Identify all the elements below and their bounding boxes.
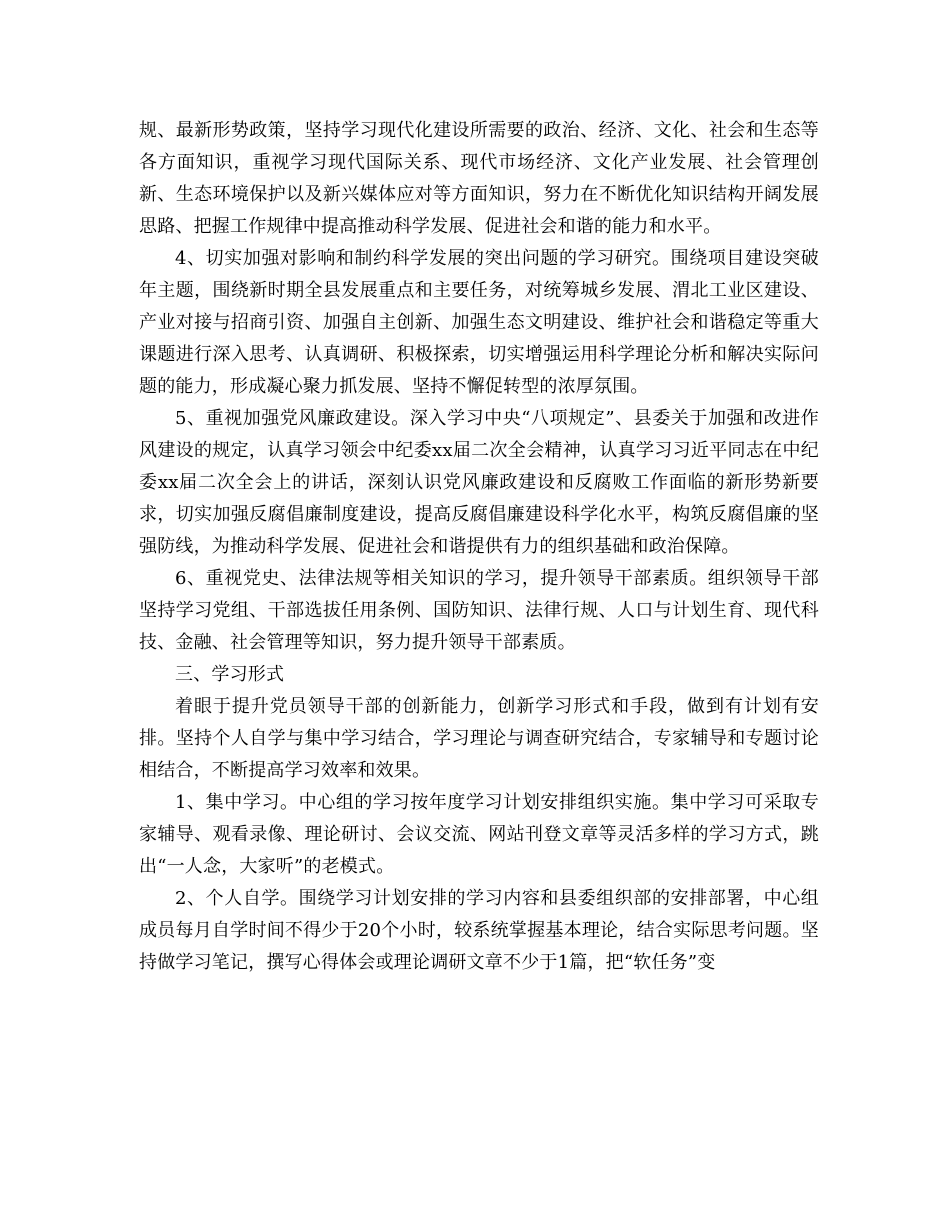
section-heading-learning-form: 三、学习形式 — [175, 664, 285, 685]
paragraph-self-study: 2、个人自学。围绕学习计划安排的学习内容和县委组织部的安排部署，中心组成员每月自学时间不得少于20个小时，较系统掌握基本理论，结合实际思考问题。坚持做学习笔记，撰写心得体会或理论调研文章不少于1篇，把“软任务”变 — [139, 888, 819, 973]
paragraph-item-4: 4、切实加强对影响和制约科学发展的突出问题的学习研究。围绕项目建设突破年主题，围绕新时期全县发展重点和主要任务，对统筹城乡发展、渭北工业区建设、产业对接与招商引资、加强自主创新、加强生态文明建设、维护社会和谐稳定等重大课题进行深入思考、认真调研、积极探索，切实增强运用科学理论分析和解决实际问题的能力，形成凝心聚力抓发展、坚持不懈促转型的浓厚氛围。 — [139, 248, 819, 397]
paragraph-item-5: 5、重视加强党风廉政建设。深入学习中央“八项规定”、县委关于加强和改进作风建设的规定，认真学习领会中纪委xx届二次全会精神，认真学习习近平同志在中纪委xx届二次全会上的讲话，深刻认识党风廉政建设和反腐败工作面临的新形势新要求，切实加强反腐倡廉制度建设，提高反腐倡廉建设科学化水平，构筑反腐倡廉的坚强防线，为推动科学发展、促进社会和谐提供有力的组织基础和政治保障。 — [139, 408, 819, 557]
paragraph-item-6: 6、重视党史、法律法规等相关知识的学习，提升领导干部素质。组织领导干部坚持学习党组、干部选拔任用条例、国防知识、法律行规、人口与计划生育、现代科技、金融、社会管理等知识，努力提升领导干部素质。 — [139, 568, 819, 653]
paragraph-continuation: 规、最新形势政策，坚持学习现代化建设所需要的政治、经济、文化、社会和生态等各方面知识，重视学习现代国际关系、现代市场经济、文化产业发展、社会管理创新、生态环境保护以及新兴媒体应对等方面知识，努力在不断优化知识结构开阔发展思路、把握工作规律中提高推动科学发展、促进社会和谐的能力和水平。 — [139, 120, 819, 237]
paragraph-concentrated-study: 1、集中学习。中心组的学习按年度学习计划安排组织实施。集中学习可采取专家辅导、观看录像、理论研讨、会议交流、网站刊登文章等灵活多样的学习方式，跳出“一人念，大家听”的老模式。 — [139, 792, 819, 877]
paragraph-learning-form-intro: 着眼于提升党员领导干部的创新能力，创新学习形式和手段，做到有计划有安排。坚持个人自学与集中学习结合，学习理论与调查研究结合，专家辅导和专题讨论相结合，不断提高学习效率和效果。 — [139, 696, 819, 781]
document-body — [139, 115, 819, 979]
